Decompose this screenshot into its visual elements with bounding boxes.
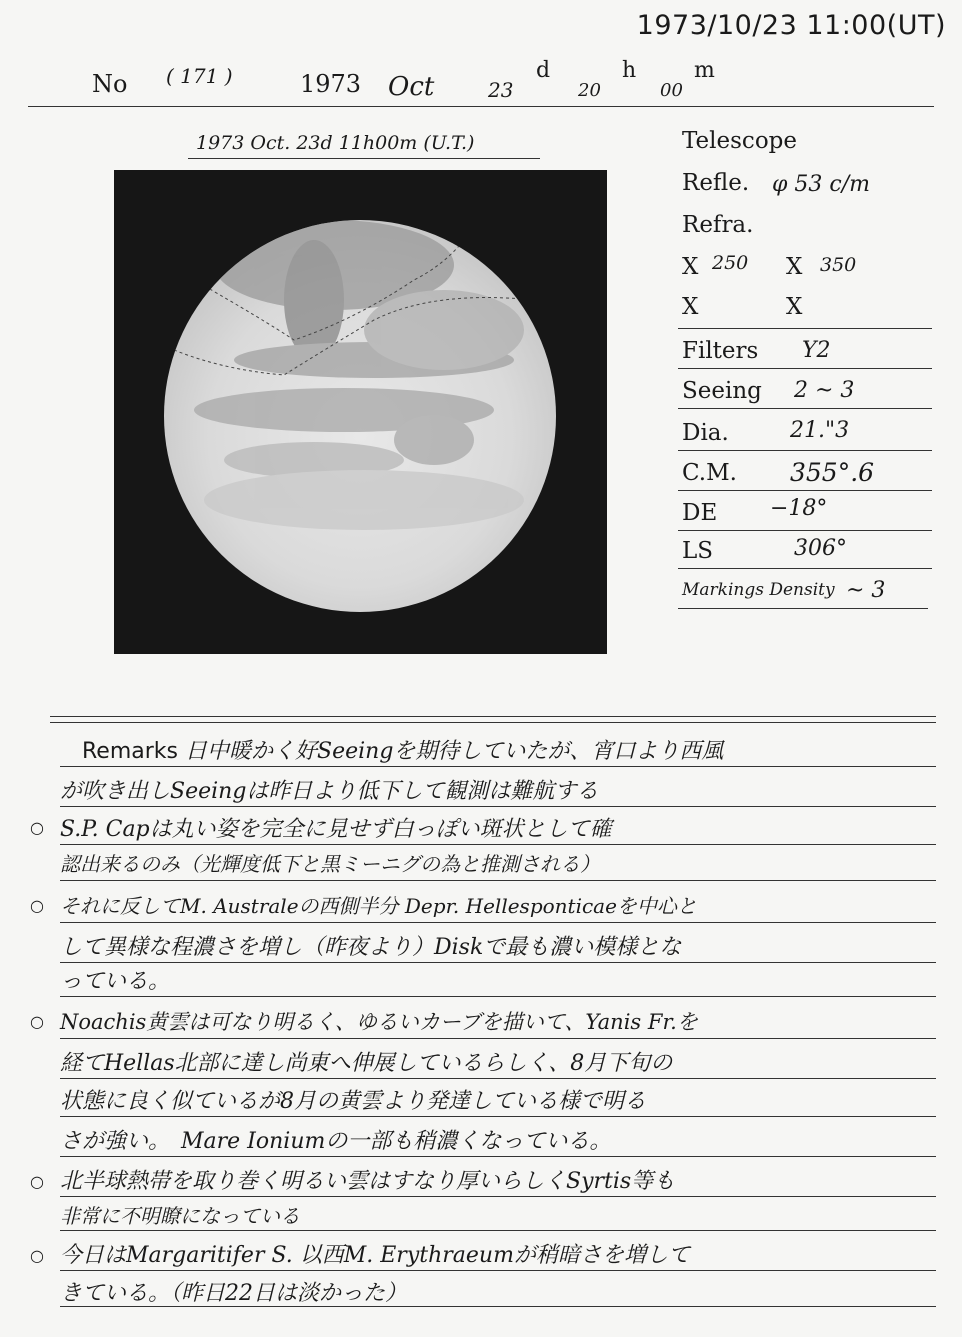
magnification-label-1: X [682,254,699,280]
remarks-line-3: S.P. Capは丸い姿を完全に見せず白っぽい斑状として確 [60,817,612,842]
filters-label: Filters [682,338,759,364]
remarks-rule-top [50,716,936,717]
seeing-label: Seeing [682,378,762,404]
bullet-4: ○ [30,1172,44,1191]
remarks-line-1: Remarks 日中暖かく好Seeingを期待していたが、宵口より西風 [82,739,724,764]
remarks-line-15: きている。（昨日22日は淡かった） [60,1281,407,1306]
remarks-line-2: が吹き出しSeeingは昨日より低下して観測は難航する [60,779,599,804]
tele-rule-7 [678,568,932,569]
line-rule-11 [60,1156,936,1157]
markings-density-value: ~ 3 [846,578,886,603]
day: 23 [488,78,514,102]
cm-label: C.M. [682,460,737,486]
hour-unit: h [622,58,637,83]
de-value: −18° [770,496,828,521]
drawing-caption: 1973 Oct. 23d 11h00m (U.T.) [196,132,475,154]
de-label: DE [682,500,718,526]
line-rule-4 [60,880,936,881]
tele-rule-3 [678,408,932,409]
hour: 20 [578,80,601,101]
minute-unit: m [694,58,715,83]
remarks-line-11: さが強い。 Mare Ioniumの一部も稍濃くなっている。 [60,1129,612,1154]
remarks-line-4: 認出来るのみ（光輝度低下と黒ミーニグの為と推測される） [60,852,600,876]
bullet-3: ○ [30,1012,44,1031]
remarks-rule-top-2 [50,722,936,723]
ls-label: LS [682,538,714,564]
number-value: ( 171 ) [166,64,233,88]
remarks-line-6: して異様な程濃さを増し（昨夜より）Diskで最も濃い模様とな [60,935,682,960]
remarks-line-10: 状態に良く似ているが8月の黄雲より発達している様で明る [60,1089,646,1114]
tele-rule-6 [678,530,932,531]
tele-rule-8 [678,608,928,609]
diameter-label: Dia. [682,420,729,446]
line-rule-13 [60,1230,936,1231]
drawing-panel [114,170,607,654]
bullet-2: ○ [30,896,44,915]
tele-rule-2 [678,368,932,369]
bullet-1: ○ [30,818,44,837]
ls-value: 306° [794,536,847,561]
remarks-line-7: っている。 [60,969,171,994]
markings-density-label: Markings Density [682,580,835,600]
line-rule-9 [60,1078,936,1079]
magnification-value-2: 350 [820,254,857,276]
remarks-line-13: 非常に不明瞭になっている [60,1204,300,1228]
line-rule-8 [60,1038,936,1039]
line-rule-5 [60,922,936,923]
year: 1973 [300,70,362,98]
number-label: No [92,70,128,98]
line-rule-6 [60,962,936,963]
line-rule-7 [60,996,936,997]
tele-rule-4 [678,450,932,451]
minute: 00 [660,80,683,101]
magnification-label-4: X [786,294,803,320]
bullet-5: ○ [30,1246,44,1265]
line-rule-15 [60,1306,936,1307]
line-rule-3 [60,844,936,845]
line-rule-2 [60,806,936,807]
line-rule-12 [60,1196,936,1197]
remarks-line-5: それに反してM. Australeの西側半分 Depr. Hellesponticaeを中心と [60,894,697,918]
line-rule-1 [60,766,936,767]
day-unit: d [536,58,551,83]
telescope-title: Telescope [682,128,797,154]
mars-disk-drawing [114,170,607,654]
line-rule-10 [60,1116,936,1117]
line-rule-14 [60,1270,936,1271]
refle-label: Refle. [682,170,750,196]
header-rule [28,106,934,107]
date-stamp: 1973/10/23 11:00(UT) [636,10,946,41]
remarks-line-12: 北半球熱帯を取り巻く明るい雲はすなり厚いらしくSyrtis等も [60,1169,676,1194]
refle-value: φ 53 c/m [772,172,870,197]
tele-rule-5 [678,490,932,491]
refra-label: Refra. [682,212,754,238]
filters-value: Y2 [802,338,831,363]
month: Oct [388,72,435,102]
remarks-line-9: 経てHellas北部に達し尚東へ伸展しているらしく、8月下旬の [60,1051,673,1076]
remarks-label: Remarks [82,739,178,764]
remarks-line-14: 今日はMargaritifer S. 以西M. Erythraeumが稍暗さを増して [60,1243,690,1268]
diameter-value: 21."3 [790,418,850,443]
tele-rule-1 [678,328,932,329]
seeing-value: 2 ~ 3 [794,378,855,403]
caption-underline [188,158,540,159]
magnification-label-3: X [682,294,699,320]
magnification-label-2: X [786,254,803,280]
remarks-line-8: Noachis黄雲は可なり明るく、ゆるいカーブを描いて、Yanis Fr.を [60,1010,698,1034]
magnification-value-1: 250 [712,252,749,274]
cm-value: 355°.6 [790,458,875,487]
